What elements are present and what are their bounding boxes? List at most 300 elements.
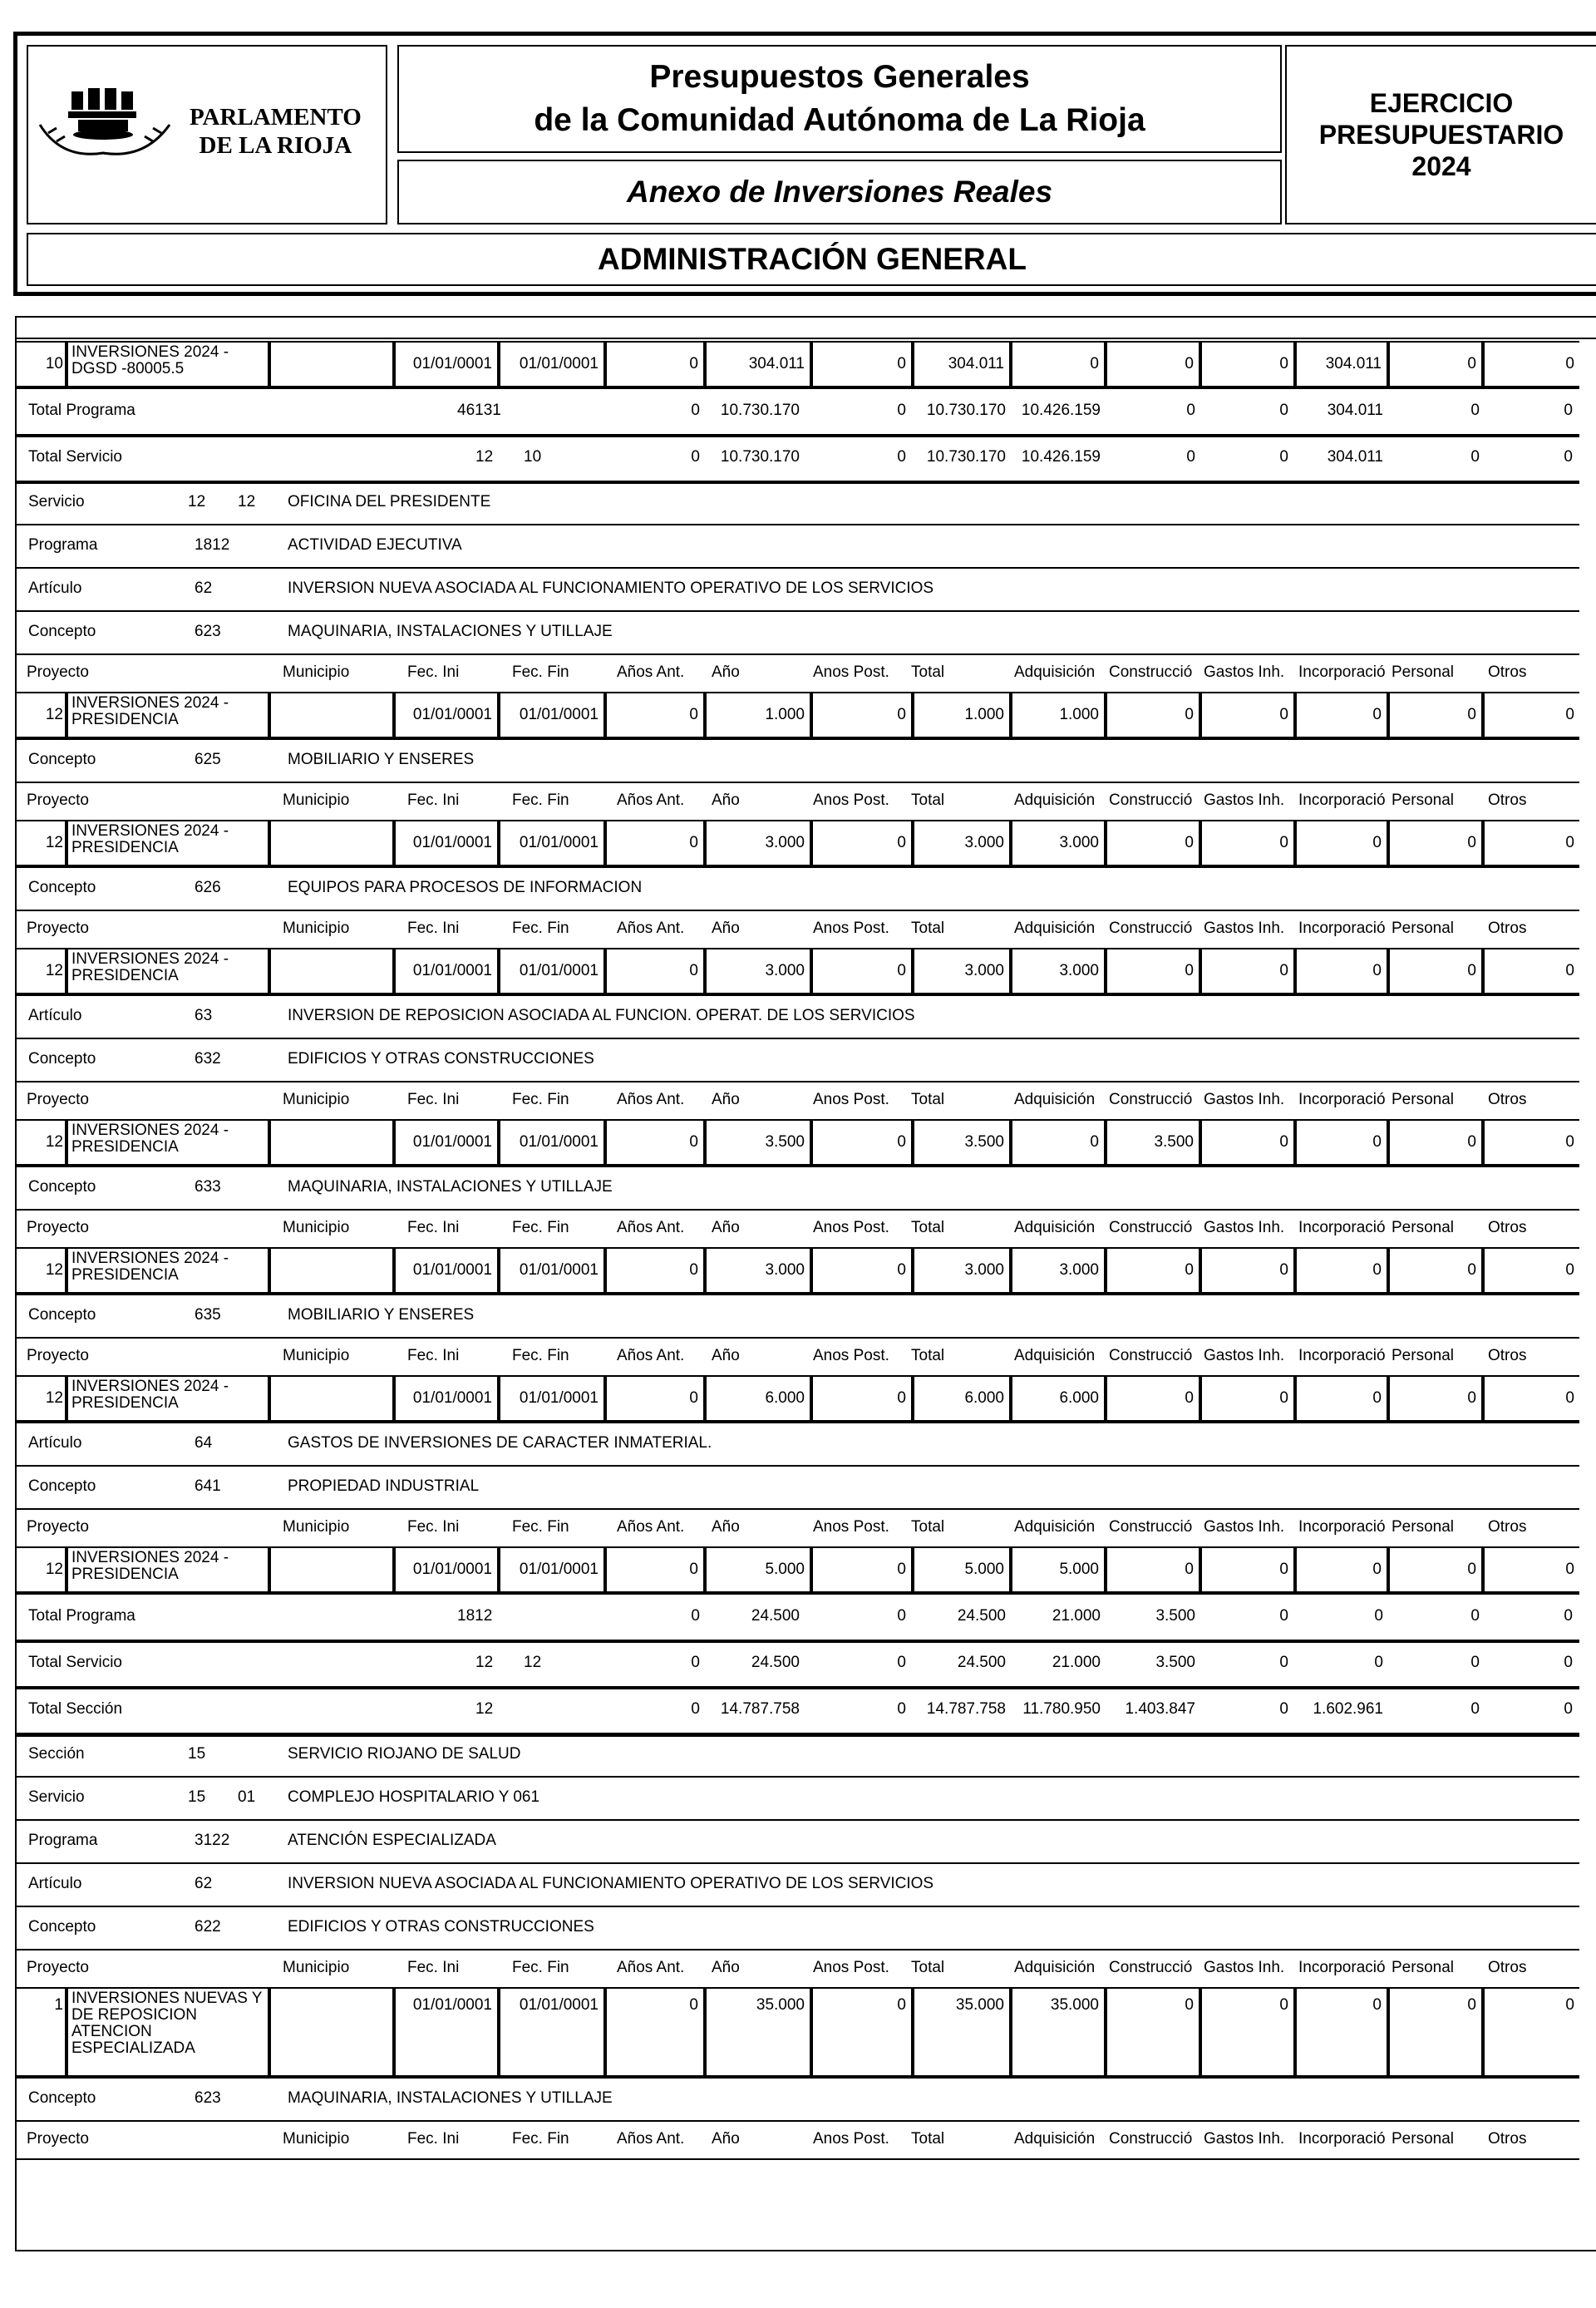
total-code: 12 [475, 448, 494, 466]
group-type: Concepto [28, 623, 96, 640]
column-header: Incorporació [1298, 920, 1386, 937]
section-title: ADMINISTRACIÓN GENERAL [598, 242, 1027, 276]
column-header: Total [911, 792, 945, 809]
group-type: Concepto [28, 1178, 96, 1196]
date-cell [394, 1375, 499, 1422]
row-number-cell [17, 948, 66, 994]
value-cell [1200, 1987, 1295, 2077]
start-date: 01/01/0001 [412, 962, 492, 979]
column-header: Fec. Ini [407, 1347, 460, 1364]
total-value: 0 [1186, 448, 1195, 466]
column-header: Año [712, 663, 740, 681]
column-header: Fec. Fin [512, 663, 569, 681]
group-code: 625 [195, 751, 221, 768]
date-cell [499, 1987, 605, 2077]
value-cell [1295, 1119, 1388, 1166]
group-code: 632 [195, 1050, 221, 1068]
group-type: Artículo [28, 1875, 82, 1892]
table-row [17, 692, 1579, 740]
column-header: Municipio [283, 1518, 350, 1536]
column-header: Fec. Ini [407, 1091, 460, 1108]
value: 0 [897, 962, 906, 979]
value-cell [1011, 1375, 1106, 1422]
total-code2: 10 [524, 448, 542, 466]
group-description: EDIFICIOS Y OTRAS CONSTRUCCIONES [288, 1050, 594, 1068]
row-number-cell [17, 1119, 66, 1166]
column-header: Fec. Ini [407, 920, 460, 937]
value: 3.000 [765, 962, 805, 979]
column-header: Anos Post. [813, 1959, 889, 1976]
value: 3.000 [1059, 1261, 1099, 1279]
column-header: Personal [1392, 920, 1454, 937]
group-code: 63 [195, 1007, 213, 1024]
total-value: 0 [1279, 1654, 1288, 1671]
group-code: 635 [195, 1306, 221, 1324]
group-code: 15 [188, 1788, 206, 1806]
value-cell [913, 1987, 1011, 2077]
group-code: 3122 [195, 1832, 230, 1849]
value-cell [1483, 341, 1579, 387]
value-cell [1011, 1247, 1106, 1294]
value: 0 [689, 1561, 698, 1578]
group-code: 623 [195, 2089, 221, 2107]
value-cell [605, 1375, 705, 1422]
title-line2: de la Comunidad Autónoma de La Rioja [534, 102, 1145, 138]
group-label-row [17, 1906, 1579, 1950]
value-cell [1011, 1119, 1106, 1166]
project-name: INVERSIONES 2024 - PRESIDENCIA [71, 694, 229, 728]
column-header: Gastos Inh. [1204, 1091, 1285, 1108]
value: 0 [897, 1261, 906, 1279]
column-header: Incorporació [1298, 2130, 1386, 2148]
value-cell [605, 341, 705, 387]
table-row [17, 1546, 1579, 1595]
column-header-row [17, 782, 1579, 821]
ejercicio-line2: PRESUPUESTARIO [1318, 120, 1564, 150]
value: 6.000 [964, 1389, 1004, 1407]
column-header: Gastos Inh. [1204, 663, 1285, 681]
value: 0 [1467, 1133, 1476, 1151]
total-row [17, 1640, 1579, 1689]
municipio-cell [269, 820, 394, 866]
column-header: Anos Post. [813, 792, 889, 809]
column-header: Anos Post. [813, 920, 889, 937]
value-cell [913, 341, 1011, 387]
value: 0 [897, 834, 906, 851]
group-type: Concepto [28, 751, 96, 768]
column-header: Años Ant. [617, 792, 685, 809]
value: 0 [1279, 962, 1288, 979]
table-row [17, 1247, 1579, 1295]
value: 0 [689, 355, 698, 372]
municipio-cell [269, 1375, 394, 1422]
column-header-row [17, 1508, 1579, 1548]
total-value: 0 [1564, 1700, 1573, 1718]
total-value: 0 [691, 402, 700, 419]
project-name: INVERSIONES 2024 - PRESIDENCIA [71, 1378, 229, 1412]
column-header: Otros [1488, 792, 1527, 809]
value: 0 [1467, 706, 1476, 723]
column-header: Incorporació [1298, 1959, 1386, 1976]
value-cell [1200, 341, 1295, 387]
column-header: Construcció [1109, 920, 1193, 937]
value: 0 [689, 834, 698, 851]
value: 3.000 [1059, 962, 1099, 979]
total-value: 21.000 [1052, 1654, 1101, 1671]
value-cell [1295, 1987, 1388, 2077]
column-header: Adquisición [1014, 1219, 1096, 1236]
row-number: 12 [45, 1133, 63, 1151]
value: 0 [1090, 1133, 1099, 1151]
value: 0 [897, 1561, 906, 1578]
group-type: Concepto [28, 1918, 96, 1936]
group-description: INVERSION NUEVA ASOCIADA AL FUNCIONAMIENTO OPERATIVO DE LOS SERVICIOS [288, 1875, 934, 1892]
total-value: 0 [897, 448, 906, 466]
value-cell [605, 1546, 705, 1593]
group-label-row [17, 1422, 1579, 1467]
value-cell [1200, 692, 1295, 738]
municipio-cell [269, 1546, 394, 1593]
municipio-cell [269, 1247, 394, 1294]
column-header: Año [712, 1518, 740, 1536]
start-date: 01/01/0001 [412, 1389, 492, 1407]
project-name-cell [66, 1375, 269, 1422]
value: 0 [1279, 1133, 1288, 1151]
total-value: 0 [1470, 1607, 1480, 1625]
municipio-cell [269, 948, 394, 994]
value-cell [705, 1987, 811, 2077]
value: 0 [1565, 834, 1574, 851]
total-value: 304.011 [1327, 402, 1383, 419]
column-header: Fec. Fin [512, 1091, 569, 1108]
start-date: 01/01/0001 [412, 1561, 492, 1578]
column-header: Proyecto [27, 1091, 89, 1108]
project-name: INVERSIONES 2024 - PRESIDENCIA [71, 822, 229, 856]
total-value: 304.011 [1327, 448, 1383, 466]
column-header: Incorporació [1298, 663, 1386, 681]
date-cell [499, 1247, 605, 1294]
column-header: Municipio [283, 792, 350, 809]
total-value: 0 [1279, 1700, 1288, 1718]
total-value: 0 [1470, 1654, 1480, 1671]
column-header: Construcció [1109, 1347, 1193, 1364]
value: 304.011 [1325, 355, 1382, 372]
group-description: ACTIVIDAD EJECUTIVA [288, 536, 462, 554]
value: 0 [689, 1389, 698, 1407]
group-code2: 12 [238, 493, 256, 510]
group-label-row [17, 2077, 1579, 2122]
value-cell [705, 1247, 811, 1294]
value: 0 [897, 1389, 906, 1407]
column-header: Anos Post. [813, 663, 889, 681]
value-cell [1295, 948, 1388, 994]
column-header: Proyecto [27, 1518, 89, 1536]
total-value: 0 [1374, 1654, 1383, 1671]
project-name: INVERSIONES NUEVAS Y DE REPOSICION ATENCION ESPECIALIZADA [71, 1990, 263, 2057]
value: 0 [1467, 1261, 1476, 1279]
value-cell [1483, 692, 1579, 738]
column-header: Otros [1488, 663, 1527, 681]
column-header: Fec. Ini [407, 1959, 460, 1976]
table-row [17, 1119, 1579, 1167]
total-value: 0 [897, 1607, 906, 1625]
group-type: Concepto [28, 2089, 96, 2107]
value: 0 [1279, 834, 1288, 851]
total-value: 0 [1564, 1654, 1573, 1671]
total-value: 0 [1374, 1607, 1383, 1625]
group-label-row [17, 1038, 1579, 1082]
column-header: Gastos Inh. [1204, 2130, 1285, 2148]
group-description: EQUIPOS PARA PROCESOS DE INFORMACION [288, 879, 643, 896]
group-code: 623 [195, 623, 221, 640]
municipio-cell [269, 1987, 394, 2077]
column-header: Años Ant. [617, 1091, 685, 1108]
end-date: 01/01/0001 [519, 1996, 598, 2014]
total-value: 1.403.847 [1125, 1700, 1195, 1718]
column-header: Otros [1488, 2130, 1527, 2148]
row-number: 12 [45, 962, 63, 979]
value: 6.000 [1059, 1389, 1099, 1407]
date-cell [499, 948, 605, 994]
value: 35.000 [955, 1996, 1004, 2014]
value: 6.000 [765, 1389, 805, 1407]
total-value: 24.500 [957, 1607, 1006, 1625]
value: 0 [1467, 1389, 1476, 1407]
table-row [17, 1375, 1579, 1423]
column-header: Municipio [283, 1219, 350, 1236]
row-number: 12 [45, 834, 63, 851]
column-header: Incorporació [1298, 1518, 1386, 1536]
column-header: Gastos Inh. [1204, 792, 1285, 809]
total-value: 24.500 [957, 1654, 1006, 1671]
value-cell [811, 948, 913, 994]
total-value: 10.730.170 [926, 402, 1006, 419]
date-cell [394, 1119, 499, 1166]
total-label: Total Sección [28, 1700, 123, 1718]
value-cell [811, 1119, 913, 1166]
column-header: Municipio [283, 1959, 350, 1976]
value-cell [605, 1987, 705, 2077]
value-cell [1483, 1375, 1579, 1422]
row-number-cell [17, 692, 66, 738]
value: 1.000 [964, 706, 1004, 723]
project-name-cell [66, 1987, 269, 2077]
value: 0 [1185, 1996, 1194, 2014]
value-cell [1011, 948, 1106, 994]
value-cell [1200, 1546, 1295, 1593]
total-label: Total Servicio [28, 1654, 122, 1671]
value-cell [705, 692, 811, 738]
start-date: 01/01/0001 [412, 834, 492, 851]
column-header: Personal [1392, 1959, 1454, 1976]
column-header: Municipio [283, 1091, 350, 1108]
value: 0 [1279, 706, 1288, 723]
column-header: Construcció [1109, 1091, 1193, 1108]
value: 0 [1279, 355, 1288, 372]
value: 3.000 [1059, 834, 1099, 851]
column-header: Anos Post. [813, 1091, 889, 1108]
total-code: 12 [475, 1654, 494, 1671]
logo-line2: DE LA RIOJA [199, 132, 352, 159]
column-header: Incorporació [1298, 1347, 1386, 1364]
value: 35.000 [1050, 1996, 1099, 2014]
value: 3.000 [765, 1261, 805, 1279]
group-type: Servicio [28, 493, 85, 510]
value: 0 [1185, 355, 1194, 372]
total-value: 0 [1470, 1700, 1480, 1718]
start-date: 01/01/0001 [412, 355, 492, 372]
column-header: Fec. Fin [512, 792, 569, 809]
column-header: Adquisición [1014, 920, 1096, 937]
municipio-cell [269, 341, 394, 387]
section-title-box [27, 233, 1596, 286]
project-name-cell [66, 1247, 269, 1294]
total-value: 0 [1564, 402, 1573, 419]
column-header: Adquisición [1014, 663, 1096, 681]
total-value: 24.500 [751, 1654, 800, 1671]
value-cell [811, 1987, 913, 2077]
value-cell [913, 1546, 1011, 1593]
value-cell [913, 1247, 1011, 1294]
ejercicio-year: 2024 [1411, 151, 1471, 181]
value: 0 [1279, 1996, 1288, 2014]
total-value: 24.500 [751, 1607, 800, 1625]
group-code: 1812 [195, 536, 230, 554]
column-header: Proyecto [27, 1959, 89, 1976]
table-row [17, 948, 1579, 996]
value: 0 [1467, 1561, 1476, 1578]
date-cell [394, 692, 499, 738]
subtitle-box [397, 160, 1282, 224]
value: 0 [1565, 1133, 1574, 1151]
column-header: Años Ant. [617, 1219, 685, 1236]
group-description: ATENCIÓN ESPECIALIZADA [288, 1832, 496, 1849]
total-row [17, 1593, 1579, 1643]
group-description: INVERSION NUEVA ASOCIADA AL FUNCIONAMIENTO OPERATIVO DE LOS SERVICIOS [288, 579, 934, 597]
value-cell [1295, 341, 1388, 387]
date-cell [394, 1546, 499, 1593]
value-cell [811, 820, 913, 866]
column-header: Adquisición [1014, 2130, 1096, 2148]
column-header: Proyecto [27, 920, 89, 937]
value-cell [913, 692, 1011, 738]
value-cell [913, 1375, 1011, 1422]
column-header: Anos Post. [813, 1518, 889, 1536]
date-cell [499, 341, 605, 387]
group-type: Servicio [28, 1788, 85, 1806]
column-header: Adquisición [1014, 1518, 1096, 1536]
column-header: Fec. Ini [407, 1518, 460, 1536]
column-header: Gastos Inh. [1204, 1347, 1285, 1364]
value: 0 [1372, 1561, 1382, 1578]
column-header: Fec. Fin [512, 1347, 569, 1364]
value-cell [1011, 341, 1106, 387]
value-cell [605, 692, 705, 738]
row-number: 12 [45, 1261, 63, 1279]
column-header: Construcció [1109, 1219, 1193, 1236]
row-number: 12 [45, 1389, 63, 1407]
column-header: Total [911, 663, 945, 681]
value: 0 [897, 1133, 906, 1151]
value: 0 [1372, 1261, 1382, 1279]
date-cell [394, 820, 499, 866]
column-header: Fec. Ini [407, 1219, 460, 1236]
value: 3.000 [964, 962, 1004, 979]
value: 0 [1279, 1261, 1288, 1279]
total-value: 0 [1279, 402, 1288, 419]
total-value: 0 [691, 1654, 700, 1671]
group-description: SERVICIO RIOJANO DE SALUD [288, 1745, 521, 1763]
value: 0 [1372, 706, 1382, 723]
project-name: INVERSIONES 2024 - DGSD -80005.5 [71, 343, 229, 377]
value-cell [1388, 341, 1483, 387]
total-row [17, 434, 1579, 484]
value: 5.000 [1059, 1561, 1099, 1578]
total-value: 0 [691, 1700, 700, 1718]
value-cell [1295, 1546, 1388, 1593]
value-cell [1483, 1546, 1579, 1593]
date-cell [394, 1247, 499, 1294]
value-cell [1106, 1247, 1200, 1294]
project-name: INVERSIONES 2024 - PRESIDENCIA [71, 1250, 229, 1284]
value: 0 [1467, 1996, 1476, 2014]
value-cell [1106, 1119, 1200, 1166]
column-header: Adquisición [1014, 1959, 1096, 1976]
group-label-row [17, 567, 1579, 612]
value-cell [705, 820, 811, 866]
value-cell [1388, 1375, 1483, 1422]
group-label-row [17, 1166, 1579, 1211]
group-code: 62 [195, 1875, 213, 1892]
column-header: Personal [1392, 2130, 1454, 2148]
value-cell [705, 341, 811, 387]
total-value: 10.426.159 [1021, 448, 1101, 466]
column-header: Proyecto [27, 1219, 89, 1236]
total-value: 21.000 [1052, 1607, 1101, 1625]
project-name-cell [66, 1119, 269, 1166]
value-cell [811, 1247, 913, 1294]
column-header-row [17, 1209, 1579, 1249]
value: 3.000 [964, 834, 1004, 851]
value-cell [605, 820, 705, 866]
group-code: 62 [195, 579, 213, 597]
column-header: Incorporació [1298, 792, 1386, 809]
column-header: Otros [1488, 920, 1527, 937]
column-header: Anos Post. [813, 2130, 889, 2148]
column-header: Personal [1392, 663, 1454, 681]
value: 0 [1565, 706, 1574, 723]
date-cell [499, 692, 605, 738]
column-header: Año [712, 792, 740, 809]
value-cell [1483, 1247, 1579, 1294]
value: 0 [689, 1261, 698, 1279]
group-type: Concepto [28, 1306, 96, 1324]
municipio-cell [269, 1119, 394, 1166]
group-description: MAQUINARIA, INSTALACIONES Y UTILLAJE [288, 623, 613, 640]
value-cell [1388, 948, 1483, 994]
column-header: Año [712, 2130, 740, 2148]
value-cell [1011, 692, 1106, 738]
column-header: Años Ant. [617, 1518, 685, 1536]
column-header: Total [911, 2130, 945, 2148]
total-value: 0 [897, 402, 906, 419]
value: 0 [1372, 834, 1382, 851]
value-cell [1106, 692, 1200, 738]
value-cell [1106, 948, 1200, 994]
value: 304.011 [748, 355, 805, 372]
column-header: Años Ant. [617, 920, 685, 937]
group-type: Concepto [28, 1477, 96, 1495]
